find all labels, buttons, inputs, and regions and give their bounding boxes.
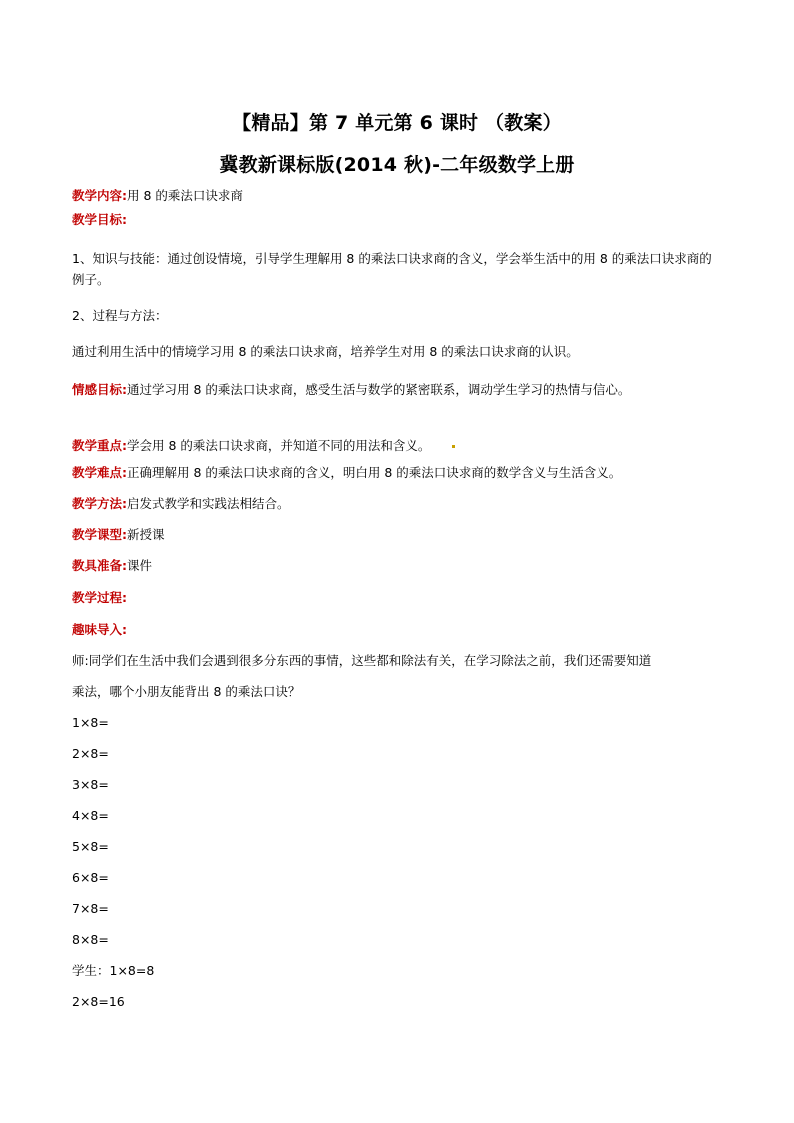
intro-row xyxy=(72,621,127,639)
tools-row xyxy=(72,557,152,575)
goal-process-heading: 2、过程与方法： xyxy=(72,308,168,323)
method-text: 启发式教学和实践法相结合。 xyxy=(127,496,290,511)
student-answer-line-1: 学生：1×8=8 xyxy=(72,963,155,978)
difficulty-row xyxy=(72,464,621,482)
key-point-row xyxy=(72,437,455,455)
student-answer-line-2: 2×8=16 xyxy=(72,994,125,1009)
teaching-goals-label-row xyxy=(72,211,127,229)
teaching-content-text: 用 8 的乘法口诀求商 xyxy=(127,188,243,203)
process-row xyxy=(72,589,127,607)
teaching-goals-label: 教学目标: xyxy=(72,212,127,227)
method-row xyxy=(72,495,290,513)
equation-line: 6×8= xyxy=(72,870,109,885)
equation-line: 2×8= xyxy=(72,746,109,761)
document-title: 【精品】第 7 单元第 6 课时 （教案） xyxy=(232,112,562,134)
teacher-line-2: 乘法，哪个小朋友能背出 8 的乘法口诀？ xyxy=(72,684,301,699)
teaching-content-row xyxy=(72,187,243,205)
goal-knowledge-paragraph: 1、知识与技能：通过创设情境，引导学生理解用 8 的乘法口诀求商的含义，学会举生活中的用 8 的乘法口诀求商的例子。 xyxy=(72,251,712,287)
emotion-goal-paragraph xyxy=(72,379,722,400)
equation-line: 7×8= xyxy=(72,901,109,916)
lesson-type-text: 新授课 xyxy=(127,527,165,542)
equation-line: 5×8= xyxy=(72,839,109,854)
tools-label: 教具准备: xyxy=(72,558,127,573)
difficulty-label: 教学难点: xyxy=(72,465,127,480)
lesson-type-label: 教学课型: xyxy=(72,527,127,542)
difficulty-text: 正确理解用 8 的乘法口诀求商的含义，明白用 8 的乘法口诀求商的数学含义与生活含义。 xyxy=(127,465,622,480)
process-label: 教学过程: xyxy=(72,590,127,605)
goal-process-text: 通过利用生活中的情境学习用 8 的乘法口诀求商，培养学生对用 8 的乘法口诀求商的认识。 xyxy=(72,344,579,359)
tools-text: 课件 xyxy=(127,558,153,573)
teacher-line-1: 师:同学们在生活中我们会遇到很多分东西的事情，这些都和除法有关，在学习除法之前，我们还需要知道 xyxy=(72,653,652,668)
equation-line: 1×8= xyxy=(72,715,109,730)
method-label: 教学方法: xyxy=(72,496,127,511)
document-subtitle: 冀教新课标版(2014 秋)-二年级数学上册 xyxy=(219,154,575,176)
emotion-goal-text: 通过学习用 8 的乘法口诀求商，感受生活与数学的紧密联系，调动学生学习的热情与信心。 xyxy=(127,382,631,397)
lesson-type-row xyxy=(72,526,165,544)
stray-dot-mark xyxy=(452,445,455,448)
key-point-label: 教学重点: xyxy=(72,438,127,453)
equation-line: 3×8= xyxy=(72,777,109,792)
intro-label: 趣味导入: xyxy=(72,622,127,637)
key-point-text: 学会用 8 的乘法口诀求商，并知道不同的用法和含义。 xyxy=(127,438,431,453)
equation-line: 4×8= xyxy=(72,808,109,823)
equation-line: 8×8= xyxy=(72,932,109,947)
emotion-goal-label: 情感目标: xyxy=(72,382,127,397)
teaching-content-label: 教学内容: xyxy=(72,188,127,203)
